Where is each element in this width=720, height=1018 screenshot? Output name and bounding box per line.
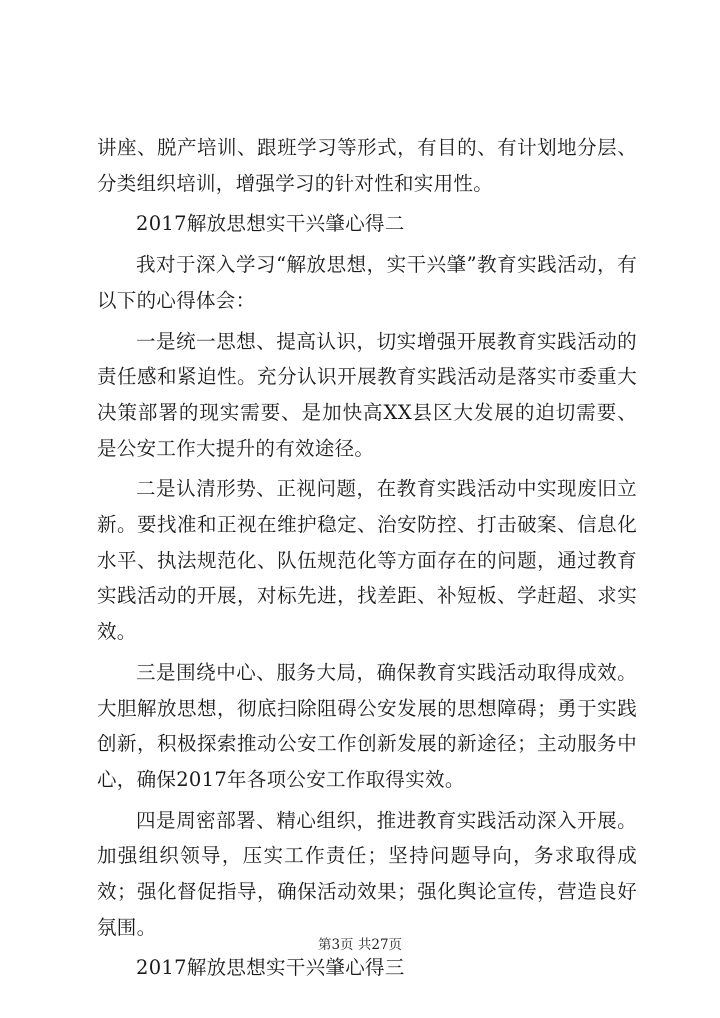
paragraph-continuation: 讲座、脱产培训、跟班学习等形式，有目的、有计划地分层、分类组织培训，增强学习的针对性和实用性。 bbox=[97, 136, 637, 195]
paragraph-point-one: 一是统一思想、提高认识，切实增强开展教育实践活动的责任感和紧迫性。充分认识开展教育实践活动是落实市委重大决策部署的现实需要、是加快高XX县区大发展的迫切需要、是公安工作大提升的有效途径。 bbox=[97, 329, 637, 460]
paragraph-point-four: 四是周密部署、精心组织，推进教育实践活动深入开展。加强组织领导，压实工作责任；坚持问题导向，务求取得成效；强化督促指导，确保活动效果；强化舆论宣传，营造良好氛围。 bbox=[97, 808, 637, 939]
paragraph-intro: 我对于深入学习“解放思想，实干兴肇”教育实践活动，有以下的心得体会： bbox=[97, 253, 637, 312]
page-number-footer: 第3页 共27页 bbox=[317, 937, 403, 953]
paragraph-point-two: 二是认清形势、正视问题，在教育实践活动中实现废旧立新。要找准和正视在维护稳定、治安防控、打击破案、信息化水平、执法规范化、队伍规范化等方面存在的问题，通过教育实践活动的开展，对标先进，找差距、补短板、学赶超、求实效。 bbox=[97, 477, 637, 644]
document-body bbox=[97, 130, 637, 986]
section-heading-three: 2017解放思想实干兴肇心得三 bbox=[136, 956, 405, 980]
paragraph-point-three: 三是围绕中心、服务大局，确保教育实践活动取得成效。大胆解放思想，彻底扫除阻碍公安发展的思想障碍；勇于实践创新，积极探索推动公安工作创新发展的新途径；主动服务中心，确保2017年各项公安工作取得实效。 bbox=[97, 660, 637, 791]
section-heading-two: 2017解放思想实干兴肇心得二 bbox=[136, 212, 405, 236]
